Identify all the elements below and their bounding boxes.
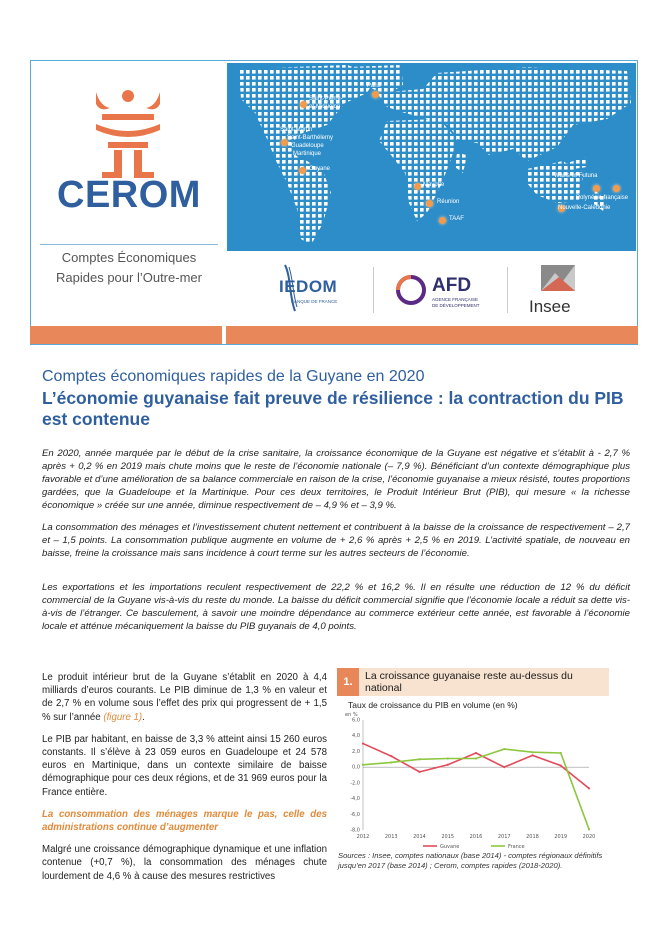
brand-subtitle xyxy=(36,248,222,288)
x-tick-label: 2015 xyxy=(441,834,455,840)
map-point-spm xyxy=(300,101,307,108)
map-label-spm: Saint-Pierre- xyxy=(309,96,343,102)
header-accent-band xyxy=(30,326,638,344)
data-point-france xyxy=(447,757,449,759)
x-tick-label: 2018 xyxy=(526,834,539,840)
map-label-polynesie: Polynésie française xyxy=(576,195,629,201)
brand-name: CEROM xyxy=(57,174,201,216)
figure-header xyxy=(337,668,609,696)
legend-label-guyane: Guyane xyxy=(440,844,460,848)
map-label-spm2: et-Miquelon xyxy=(309,104,341,110)
y-axis-label: en % xyxy=(345,712,358,718)
growth-line-chart xyxy=(337,708,607,848)
iedom-logo xyxy=(271,255,351,325)
map-point-wallis xyxy=(593,185,600,192)
series-line-france xyxy=(363,749,589,829)
map-label-taaf: TAAF xyxy=(449,216,464,222)
world-map xyxy=(227,63,636,251)
x-tick-label: 2014 xyxy=(413,834,426,840)
partner-logos xyxy=(227,255,636,325)
data-point-france xyxy=(531,751,533,753)
data-point-france xyxy=(418,758,420,760)
body-paragraph-1 xyxy=(42,671,327,724)
data-point-guyane xyxy=(531,754,533,756)
data-point-france xyxy=(390,761,392,763)
y-tick-label: 0,0 xyxy=(352,764,360,771)
data-point-guyane xyxy=(503,766,505,768)
x-tick-label: 2016 xyxy=(469,834,483,840)
x-tick-label: 2017 xyxy=(497,834,511,840)
divider xyxy=(40,244,218,245)
map-label-mayotte: Mayotte xyxy=(423,182,445,188)
x-tick-label: 2012 xyxy=(356,834,370,840)
figure-subtitle: Taux de croissance du PIB en volume (en %) xyxy=(348,700,518,710)
figure-reference-link[interactable]: (figure 1) xyxy=(103,711,143,723)
map-label-guadeloupe: Guadeloupe xyxy=(291,143,324,149)
cerom-emblem-icon xyxy=(88,84,168,184)
map-label-reunion: Réunion xyxy=(437,199,460,205)
map-label-martinique: Martinique xyxy=(293,151,322,157)
data-point-guyane xyxy=(475,752,477,754)
brand-subtitle-line2: Rapides pour l’Outre-mer xyxy=(56,270,202,285)
data-point-guyane xyxy=(362,742,364,744)
body-paragraph-3: Malgré une croissance démographique dynamique et une inflation contenue (+0,7 %), la consommation des ménages chute lourdement de 4,6 % à cause des mesures restrictives xyxy=(42,844,327,882)
map-label-saint-barth: Saint-Barthélemy xyxy=(287,135,334,141)
y-tick-label: -6,0 xyxy=(350,811,360,818)
abstract-paragraph-3: Les exportations et les importations reculent respectivement de 22,2 % et 16,2 %. Il en résulte une réduction de 12 % du déficit commercial de la Guyane vis-à-vis du reste du monde. La baisse du déficit commercial signifie que l’économie locale a réduit sa dette vis-à-vis de l’étranger. Ce basculement, à savoir une moindre dépendance au commerce extérieur cette année, est favorable à l’économie locale et atténue mécaniquement la baisse du PIB guyanais de 4,0 points. xyxy=(42,582,630,632)
data-point-france xyxy=(362,764,364,766)
map-label-paris: Paris xyxy=(367,83,381,89)
body-paragraph-1-text: Le produit intérieur brut de la Guyane s’établit en 2020 à 4,4 milliards d’euros courants. Le PIB diminue de 1,3 % en valeur et de 2,7 % en volume sous l’effet des prix qui progressent de + 1,5 % sur l’année xyxy=(42,672,327,723)
abstract-paragraph-1: En 2020, année marquée par le début de la crise sanitaire, la croissance économique de la Guyane est négative et s’établit à - 2,7 % après + 0,2 % en 2019 mais chute moins que le reste de l’économie nationale (– 7,9 %). Bénéficiant d’un contexte démographique plus favorable et d’une amélioration de sa balance commerciale en raison de la crise, l’économie guyanaise a mieux résisté, toutes proportions gardées, que la Guadeloupe et la Martinique. Pour ces deux territoires, le Produit Intérieur Brut (PIB), qui mesure « la richesse économique » créée sur une année, diminue respectivement de – 4,9 % et – 3,9 %. xyxy=(42,448,630,511)
data-point-guyane xyxy=(588,787,590,789)
y-tick-label: 6,0 xyxy=(352,717,360,724)
document-title: L’économie guyanaise fait preuve de résilience : la contraction du PIB est contenue xyxy=(42,388,624,429)
map-point-polynesie xyxy=(613,185,620,192)
map-point-mayotte xyxy=(414,183,421,190)
afd-logo xyxy=(392,255,482,325)
y-tick-label: -8,0 xyxy=(350,827,360,834)
body-column xyxy=(42,671,327,892)
afd-subtext-2: DE DÉVELOPPEMENT xyxy=(432,303,480,308)
y-tick-label: -4,0 xyxy=(350,796,360,803)
figure-title: La croissance guyanaise reste au-dessus du national xyxy=(365,670,573,694)
afd-wordmark: AFD xyxy=(432,275,472,296)
data-point-france xyxy=(560,752,562,754)
map-point-paris xyxy=(372,91,379,98)
data-point-guyane xyxy=(447,764,449,766)
separator xyxy=(373,267,374,313)
insee-wordmark: Insee xyxy=(529,297,571,316)
map-label-guyane: Guyane xyxy=(309,166,331,172)
x-tick-label: 2019 xyxy=(554,834,568,840)
legend-label-france: France xyxy=(508,844,525,848)
y-tick-label: 4,0 xyxy=(352,733,360,740)
afd-ring-icon xyxy=(392,255,432,325)
brand-subtitle-line1: Comptes Économiques xyxy=(61,250,197,265)
y-tick-label: -2,0 xyxy=(350,780,360,787)
map-label-saint-martin: Saint-Martin xyxy=(280,127,313,133)
afd-subtext xyxy=(432,297,480,309)
map-point-taaf xyxy=(439,217,446,224)
body-paragraph-2: Le PIB par habitant, en baisse de 3,3 % atteint ainsi 15 260 euros constants. Il s’élève à 23 059 euros en Guadeloupe et 24 578 euros en Martinique, dans un contexte similaire de baisse démographique pour ces deux régions, et de 31 969 euros pour la France entière. xyxy=(42,733,327,798)
map-dots-pattern xyxy=(227,63,636,251)
data-point-france xyxy=(475,757,477,759)
data-point-guyane xyxy=(560,764,562,766)
series-line-guyane xyxy=(363,744,589,789)
data-point-guyane xyxy=(418,771,420,773)
separator xyxy=(507,267,508,313)
section-subheading: La consommation des ménages marque le pas, celle des administrations continue d’augmenter xyxy=(42,808,327,834)
insee-logo xyxy=(525,255,605,325)
afd-subtext-1: AGENCE FRANÇAISE xyxy=(432,297,479,302)
figure-number: 1. xyxy=(337,668,359,696)
figure-source: Sources : Insee, comptes nationaux (base 2014) - comptes régionaux définitifs jusqu'en 2017 (base 2014) ; Cerom, comptes rapides (2018-2020). xyxy=(338,851,603,870)
cerom-logo-block xyxy=(36,66,222,342)
data-point-france xyxy=(503,748,505,750)
iedom-wordmark: IEDOM xyxy=(279,277,338,296)
abstract-paragraph-2: La consommation des ménages et l’investissement chutent nettement et contribuent à la baisse de la croissance de respectivement – 2,7 et – 1,5 points. La consommation publique augmente en volume de + 2,6 % après + 2,5 % en 2019. L’activité spatiale, de nouveau en baisse, freine la croissance mais sans incidence à court terme sur les autres secteurs de l’économie. xyxy=(42,522,630,559)
map-label-caledonie: Nouvelle-Calédonie xyxy=(558,205,611,211)
map-label-wallis: Wallis-et-Futuna xyxy=(554,173,598,179)
document-kicker: Comptes économiques rapides de la Guyane en 2020 xyxy=(42,368,425,385)
data-point-guyane xyxy=(390,755,392,757)
x-tick-label: 2020 xyxy=(582,834,596,840)
map-point-reunion xyxy=(426,200,433,207)
body-paragraph-1-end: . xyxy=(142,711,145,723)
data-point-france xyxy=(588,828,590,830)
iedom-subtext: BANQUE DE FRANCE xyxy=(291,299,338,304)
insee-mark-icon xyxy=(539,261,579,301)
x-tick-label: 2013 xyxy=(384,834,398,840)
y-tick-label: 2,0 xyxy=(352,748,360,755)
map-point-guyane xyxy=(299,167,306,174)
